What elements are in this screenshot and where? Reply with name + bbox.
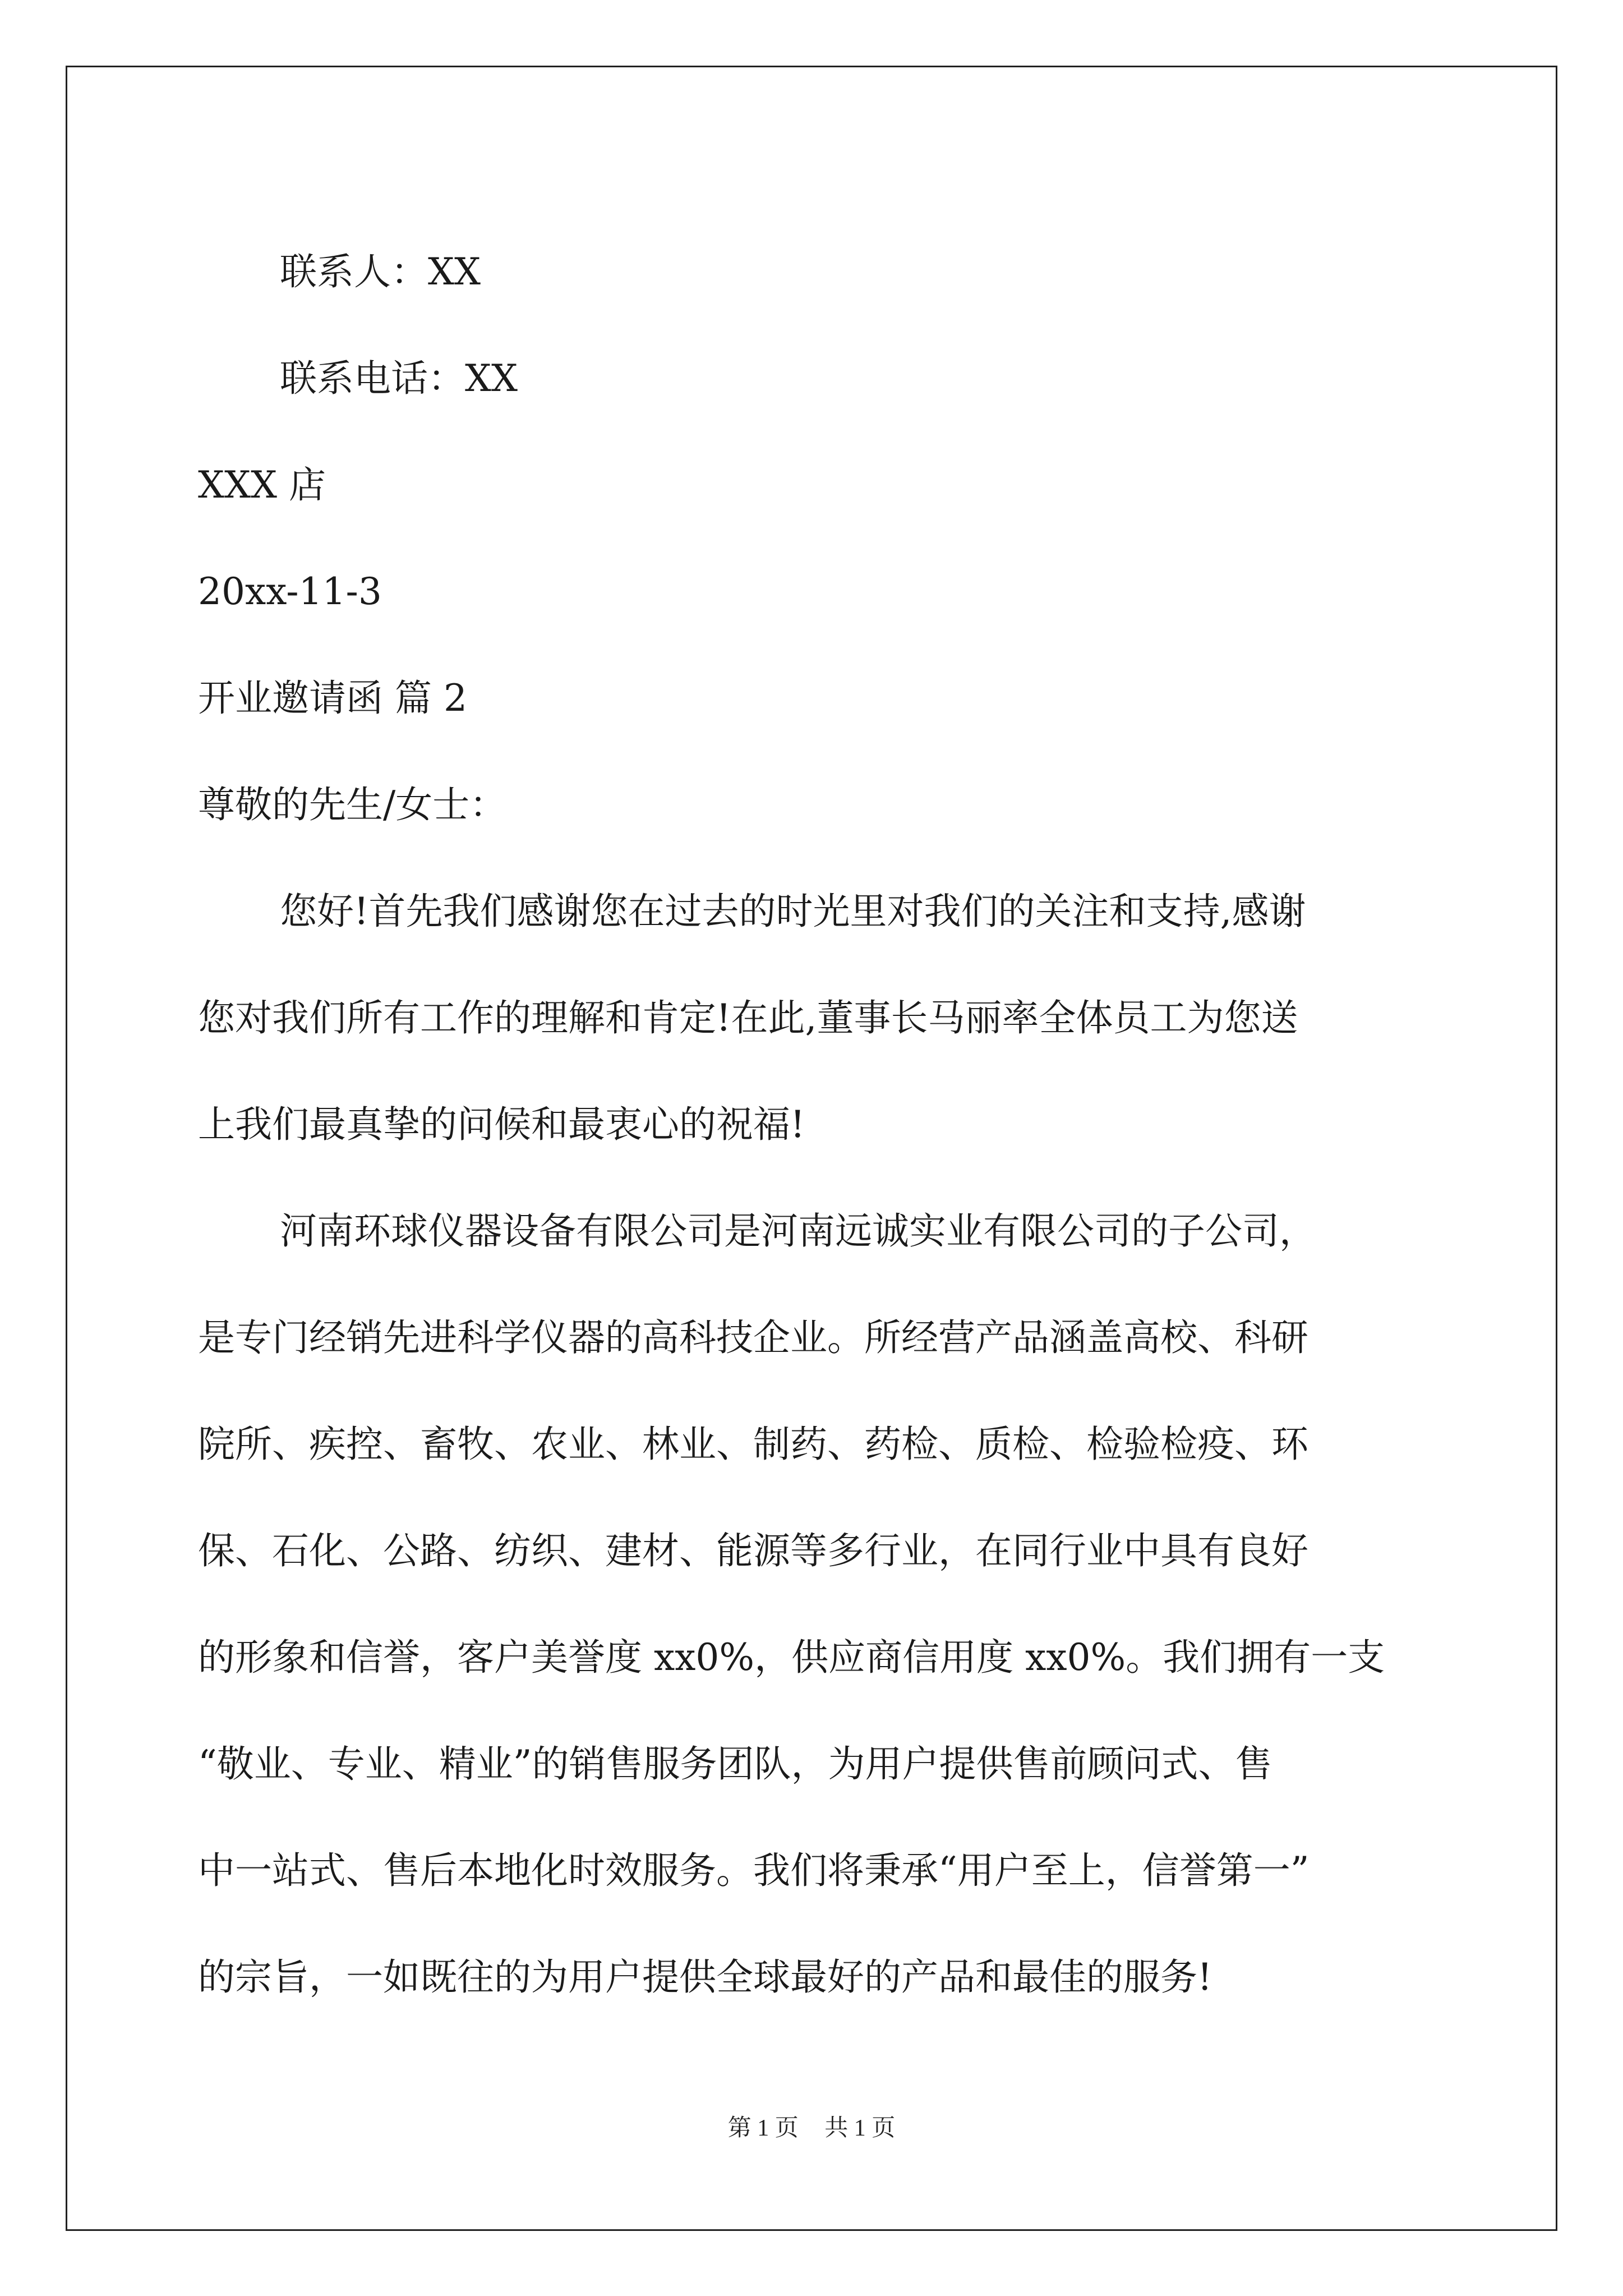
paragraph-line: 的宗旨，一如既往的为用户提供全球最好的产品和最佳的服务! xyxy=(198,1955,1212,1999)
paragraph-company xyxy=(198,1178,1432,2031)
paragraph-line: 您对我们所有工作的理解和肯定!在此,董事长马丽率全体员工为您送 xyxy=(198,996,1298,1039)
paragraph-line: 是专门经销先进科学仪器的高科技企业。所经营产品涵盖高校、科研 xyxy=(198,1316,1308,1359)
section-title: 开业邀请函 篇 2 xyxy=(198,677,467,720)
paragraph-line: 中一站式、售后本地化时效服务。我们将秉承“用户至上，信誉第一” xyxy=(198,1849,1310,1892)
page-total: 共 1 页 xyxy=(824,2115,896,2141)
paragraph-line: 您好!首先我们感谢您在过去的时光里对我们的关注和支持,感谢 xyxy=(280,890,1306,933)
letter-date: 20xx-11-3 xyxy=(198,570,382,613)
paragraph-line: 的形象和信誉，客户美誉度 xx0%，供应商信用度 xx0%。我们拥有一支 xyxy=(198,1636,1385,1679)
page-number: 第 1 页 xyxy=(727,2115,799,2141)
paragraph-line: “敬业、专业、精业”的销售服务团队，为用户提供售前顾问式、售 xyxy=(198,1742,1272,1786)
contact-phone: 联系电话：XX xyxy=(280,357,518,400)
paragraph-line: 保、石化、公路、纺织、建材、能源等多行业，在同行业中具有良好 xyxy=(198,1529,1308,1572)
page-footer xyxy=(0,2109,1623,2143)
contact-person: 联系人：XX xyxy=(280,250,481,293)
paragraph-line: 上我们最真挚的问候和最衷心的祝福! xyxy=(198,1103,805,1146)
store-name: XXX 店 xyxy=(198,463,326,507)
salutation: 尊敬的先生/女士： xyxy=(198,783,507,826)
paragraph-line: 院所、疾控、畜牧、农业、林业、制药、药检、质检、检验检疫、环 xyxy=(198,1423,1308,1466)
paragraph-greeting xyxy=(198,858,1432,1178)
document-body xyxy=(198,219,1432,2031)
paragraph-line: 河南环球仪器设备有限公司是河南远诚实业有限公司的子公司， xyxy=(280,1209,1316,1253)
